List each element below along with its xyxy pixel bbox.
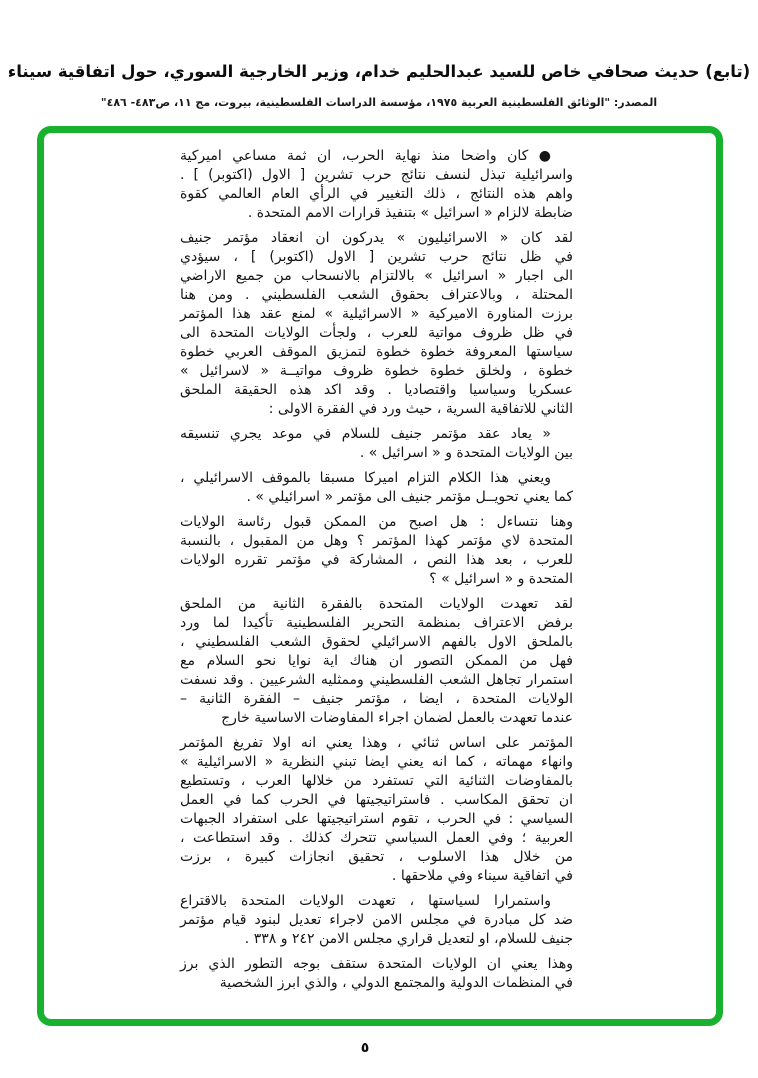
text-line: ضابطة لالزام « اسرائيل » بتنفيذ قرارات الامم المتحدة . (247, 205, 573, 221)
text-line: بالملحق الاول بالفهم الاسرائيلي لحقوق الشعب الفلسطيني ، (180, 634, 573, 650)
paragraph (180, 595, 573, 728)
paragraph (180, 469, 573, 507)
paragraph (180, 513, 573, 589)
paragraph (180, 229, 573, 419)
paragraph (180, 955, 573, 993)
text-line: الولايات المتحدة ، ايضا ، مؤتمر جنيف – الفقرة الثانية – (180, 691, 573, 707)
text-line: ● كان واضحا منذ نهاية الحرب، ان ثمة مساعي اميركية (180, 148, 551, 164)
text-line: المتحدة و « اسرائيل » ؟ (429, 571, 573, 587)
text-line: الثاني للاتفاقية السرية ، حيث ورد في الفقرة الاولى : (268, 401, 573, 417)
text-line: واسرائيلية تبذل لنسف نتائج حرب تشرين [ الاول (اكتوبر) ] . (180, 167, 573, 183)
text-line: المتحدة لاي مؤتمر كهذا المؤتمر ؟ وهل من المقبول ، بالنسبة (180, 533, 573, 549)
text-line: سياستها المعروفة خطوة خطوة لتمزيق الموقف العربي خطوة (180, 344, 573, 360)
text-line: العربية ؛ وفي العمل السياسي تتحرك كذلك . وقد استطاعت ، (180, 830, 573, 846)
document-source: المصدر: "الوثائق الفلسطينية العربية ١٩٧٥، مؤسسة الدراسات الفلسطينية، بيروت، مج ١١، ص٤٨٣- ٤٨٦" (100, 96, 658, 109)
text-column (180, 147, 573, 993)
text-line: الى اجبار « اسرائيل » بالالتزام بالانسحاب من جميع الاراضي (180, 268, 573, 284)
document-title: (تابع) حديث صحافي خاص للسيد عبدالحليم خدام، وزير الخارجية السوري، حول اتفاقية سيناء (7, 62, 751, 81)
text-line: برفض الاعتراف بمنظمة التحرير الفلسطينية تأكيدا لما ورد (180, 615, 573, 631)
text-line: « يعاد عقد مؤتمر جنيف للسلام في موعد يجري تنسيقه (180, 426, 551, 442)
text-line: في ظل نتائج حرب تشرين [ الاول (اكتوبر) ] ، سيؤدي (180, 249, 573, 265)
text-line: استمرار تجاهل الشعب الفلسطيني وممثليه الشرعيين . وقد نسفت (180, 672, 573, 688)
text-line: ان تحقق المكاسب . فاستراتيجيتها في الحرب كما في العمل (180, 792, 573, 808)
text-line: من خلال هذا الاسلوب ، تحقيق انجازات كبيرة ، برزت (180, 849, 573, 865)
text-line: واستمرارا لسياستها ، تعهدت الولايات المتحدة بالاقتراع (180, 893, 551, 909)
text-line: السياسي : في الحرب ، تقوم استراتيجيتها على استفراد الجبهات (180, 811, 573, 827)
text-line: لقد كان « الاسرائيليون » يدركون ان انعقاد مؤتمر جنيف (180, 230, 573, 246)
text-line: فهل من الممكن التصور ان هناك اية نوايا نحو السلام مع (180, 653, 573, 669)
text-line: واهم هذه النتائج ، ذلك التغيير في الرأي العام العالمي كقوة (180, 186, 573, 202)
paragraph (180, 892, 573, 949)
text-line: وهذا يعني ان الولايات المتحدة ستقف بوجه التطور الذي برز (180, 956, 573, 972)
paragraph (180, 734, 573, 886)
text-line: وانهاء مهماته ، كما انه يعني ايضا تبني النظرية « الاسرائيلية » (180, 754, 573, 770)
page-number: ٥ (360, 1040, 370, 1056)
text-line: جنيف للسلام، او لتعديل قراري مجلس الامن ٢٤٢ و ٣٣٨ . (244, 931, 573, 947)
text-line: المحتلة ، وبالاعتراف بحقوق الشعب الفلسطيني . ومن هنا (180, 287, 573, 303)
paragraph (180, 147, 573, 223)
text-line: ويعني هذا الكلام التزام اميركا مسبقا بالموقف الاسرائيلي ، (180, 470, 551, 486)
text-line: في اتفاقية سيناء وفي ملاحقها . (391, 868, 573, 884)
text-line: كما يعني تحويــل مؤتمر جنيف الى مؤتمر « اسرائيلي » . (246, 489, 573, 505)
text-line: وهنا نتساءل : هل اصبح من الممكن قبول رئاسة الولايات (180, 514, 573, 530)
text-line: بين الولايات المتحدة و « اسرائيل » . (359, 445, 573, 461)
text-line: خطوة ، ولخلق خطوة خطوة ظروف مواتيــة « لاسرائيل » (180, 363, 573, 379)
text-line: للعرب ، بعد هذا النص ، المشاركة في مؤتمر تقرره الولايات (180, 552, 573, 568)
text-line: لقد تعهدت الولايات المتحدة بالفقرة الثانية من الملحق (180, 596, 573, 612)
text-line: في ظل ظروف مواتية للعرب ، ولجأت الولايات المتحدة الى (180, 325, 573, 341)
paragraph (180, 425, 573, 463)
text-line: بالمفاوضات الثنائية التي تستفرد من خلالها العرب ، وتستطيع (180, 773, 573, 789)
text-line: عندما تعهدت بالعمل لضمان اجراء المفاوضات الاساسية خارج (221, 710, 573, 726)
text-line: في المنظمات الدولية والمجتمع الدولي ، والذي ابرز الشخصية (219, 975, 573, 991)
text-line: عسكريا وسياسيا واقتصاديا . وقد اكد هذه الحقيقة الملحق (180, 382, 573, 398)
text-line: المؤتمر على اساس ثنائي ، وهذا يعني انه اولا تفريغ المؤتمر (180, 735, 573, 751)
highlight-border-box (37, 126, 723, 1026)
text-line: برزت المناورة الاميركية « الاسرائيلية » لمنع عقد هذا المؤتمر (180, 306, 573, 322)
text-line: ضد كل مبادرة في مجلس الامن لاجراء تعديل لبنود قيام مؤتمر (180, 912, 573, 928)
